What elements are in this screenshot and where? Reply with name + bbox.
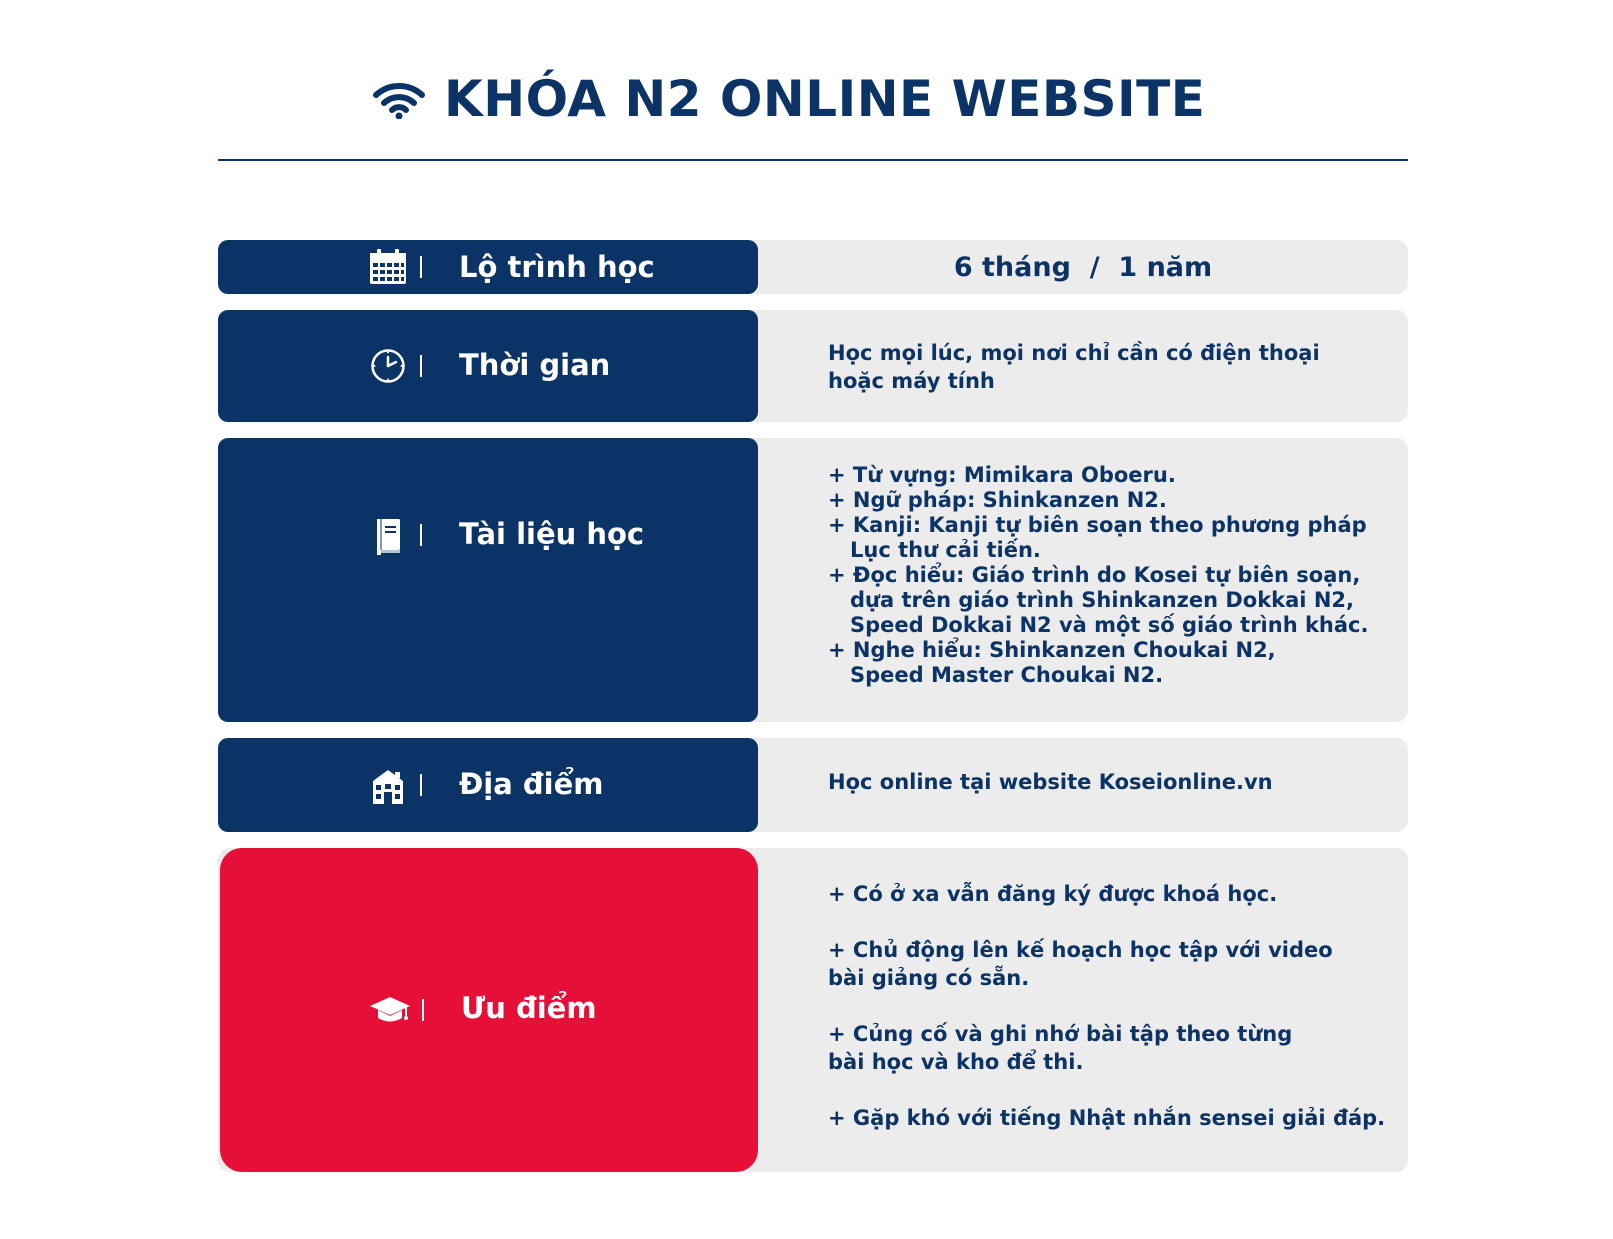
row-materials-label-box — [218, 438, 758, 722]
row-materials-label: Tài liệu học — [459, 517, 645, 551]
content-line: bài học và kho để thi. — [828, 1050, 1084, 1074]
icon-separator — [420, 524, 422, 546]
page-header — [0, 64, 1613, 144]
content-line: hoặc máy tính — [828, 369, 995, 393]
content-line: + Ngữ pháp: Shinkanzen N2. — [828, 488, 1167, 512]
content-line: Speed Master Choukai N2. — [850, 663, 1164, 687]
row-time — [218, 310, 1408, 422]
content-line: + Đọc hiểu: Giáo trình do Kosei tự biên soạn, — [828, 563, 1361, 587]
content-line: Học mọi lúc, mọi nơi chỉ cần có điện thoại — [828, 341, 1320, 365]
row-location-label-box — [218, 738, 758, 832]
content-line: + Kanji: Kanji tự biên soạn theo phương pháp — [828, 513, 1367, 537]
content-line: + Từ vựng: Mimikara Oboeru. — [828, 463, 1176, 487]
row-location-content — [828, 768, 1273, 796]
row-location-label: Địa điểm — [459, 767, 604, 801]
content-line: dựa trên giáo trình Shinkanzen Dokkai N2, — [850, 588, 1354, 612]
row-roadmap-value: 6 tháng / 1 năm — [953, 251, 1213, 283]
school-building-icon — [368, 767, 408, 807]
row-materials — [218, 438, 1408, 722]
row-roadmap-label: Lộ trình học — [459, 250, 655, 284]
row-advantages-content — [828, 880, 1385, 1132]
content-line: + Gặp khó với tiếng Nhật nhắn sensei giải đáp. — [828, 1106, 1386, 1130]
icon-separator — [420, 774, 422, 796]
content-line: + Chủ động lên kế hoạch học tập với video — [828, 938, 1333, 962]
title-wrap — [372, 70, 1206, 128]
row-materials-content — [828, 463, 1368, 688]
clock-icon — [368, 346, 408, 386]
content-line: + Nghe hiểu: Shinkanzen Choukai N2, — [828, 638, 1276, 662]
row-roadmap — [218, 240, 1408, 294]
content-line: Học online tại website Koseionline.vn — [828, 770, 1273, 794]
row-time-label: Thời gian — [459, 348, 611, 382]
content-line: bài giảng có sẵn. — [828, 966, 1030, 990]
row-roadmap-label-box — [218, 240, 758, 294]
icon-separator — [420, 355, 422, 377]
icon-separator — [420, 256, 422, 278]
page-title: KHÓA N2 ONLINE WEBSITE — [444, 70, 1206, 128]
row-time-label-box — [218, 310, 758, 422]
content-line: Lục thư cải tiến. — [850, 538, 1041, 562]
book-icon — [368, 517, 408, 557]
row-advantages-label-box — [220, 848, 758, 1172]
content-line: + Củng cố và ghi nhớ bài tập theo từng — [828, 1022, 1293, 1046]
wifi-icon — [372, 79, 426, 119]
header-divider — [218, 159, 1408, 161]
content-line: + Có ở xa vẫn đăng ký được khoá học. — [828, 882, 1278, 906]
icon-separator — [422, 999, 424, 1021]
row-location — [218, 738, 1408, 832]
row-time-content — [828, 339, 1320, 395]
row-advantages-label: Ưu điểm — [461, 991, 597, 1025]
content-line: Speed Dokkai N2 và một số giáo trình khác. — [850, 613, 1369, 637]
graduation-cap-icon — [370, 990, 410, 1030]
calendar-icon — [368, 247, 408, 287]
row-advantages — [218, 848, 1408, 1172]
